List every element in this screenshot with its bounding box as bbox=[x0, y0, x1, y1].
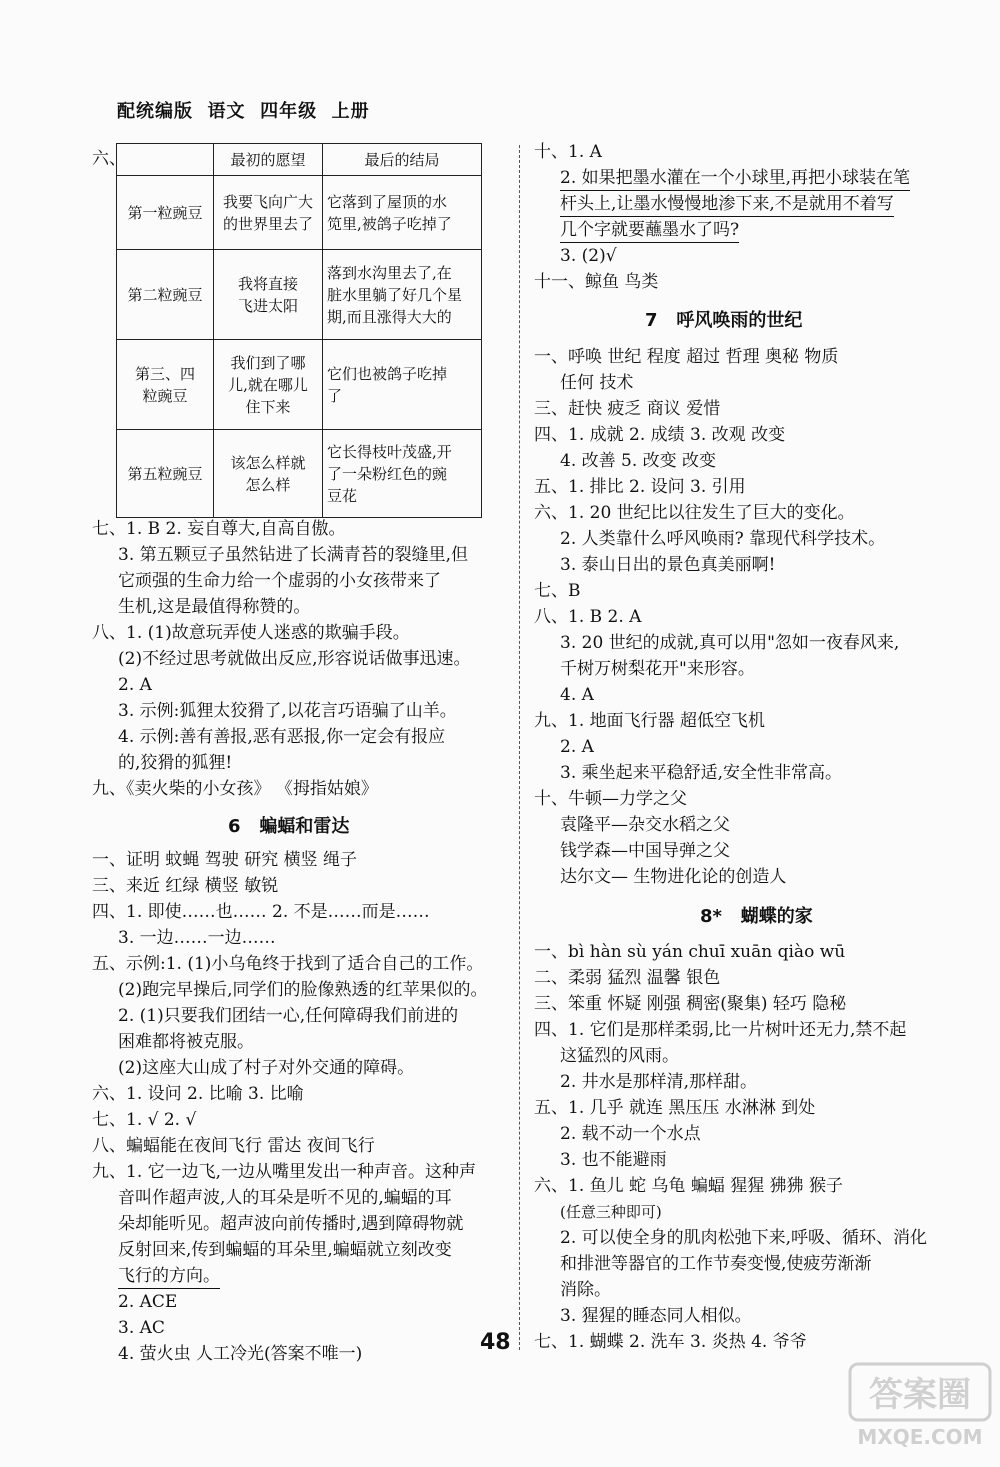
answer-line: (2)这座大山成了村子对外交通的障碍。 bbox=[118, 1058, 415, 1078]
answer-line: 三、笨重 怀疑 刚强 稠密(聚集) 轻巧 隐秘 bbox=[534, 994, 847, 1014]
answer-line: 九、《卖火柴的小女孩》 《拇指姑娘》 bbox=[92, 779, 378, 799]
answer-line: (任意三种即可) bbox=[560, 1203, 662, 1221]
answer-line: 四、1. 成就 2. 成绩 3. 改观 改变 bbox=[534, 425, 786, 445]
answer-line: (2)不经过思考就做出反应,形容说话做事迅速。 bbox=[118, 649, 471, 669]
answer-line: 2. ACE bbox=[118, 1292, 178, 1312]
answer-line: 和排泄等器官的工作节奏变慢,使疲劳渐渐 bbox=[560, 1254, 872, 1274]
answer-line: 3. 第五颗豆子虽然钻进了长满青苔的裂缝里,但 bbox=[118, 545, 469, 565]
answer-line: 4. 改善 5. 改变 改变 bbox=[560, 451, 717, 471]
answer-line: 十、1. A bbox=[534, 142, 602, 162]
answer-line: 四、1. 即使……也…… 2. 不是……而是…… bbox=[92, 902, 430, 922]
answer-line: 的,狡猾的狐狸! bbox=[118, 753, 233, 773]
row-name: 第二粒豌豆 bbox=[117, 250, 214, 340]
answer-line: 2. 井水是那样清,那样甜。 bbox=[560, 1072, 758, 1092]
row-name: 第五粒豌豆 bbox=[117, 430, 214, 518]
answer-line: 3. AC bbox=[118, 1318, 165, 1338]
table-corner bbox=[117, 144, 214, 176]
answer-line: 八、1. B 2. A bbox=[534, 607, 642, 627]
table-header-end: 最后的结局 bbox=[323, 144, 482, 176]
answer-line: 4. A bbox=[560, 685, 594, 705]
answer-line: 六、1. 设问 2. 比喻 3. 比喻 bbox=[92, 1084, 304, 1104]
answer-line: 音叫作超声波,人的耳朵是听不见的,蝙蝠的耳 bbox=[118, 1188, 452, 1208]
answer-line: 消除。 bbox=[560, 1280, 611, 1300]
answer-line: 4. 示例:善有善报,恶有恶报,你一定会有报应 bbox=[118, 727, 446, 747]
answer-line: 七、1. √ 2. √ bbox=[92, 1110, 197, 1130]
lesson-8-title: 8* 蝴蝶的家 bbox=[700, 906, 813, 927]
answer-line: 六、1. 20 世纪比以往发生了巨大的变化。 bbox=[534, 503, 855, 523]
table-header-wish: 最初的愿望 bbox=[214, 144, 323, 176]
answer-line: 杆头上,让墨水慢慢地渗下来,不是就用不着写 bbox=[560, 192, 894, 217]
answer-line: 十一、鲸鱼 鸟类 bbox=[534, 272, 659, 292]
answer-line: 3. 也不能避雨 bbox=[560, 1150, 667, 1170]
answer-line: 3. 泰山日出的景色真美丽啊! bbox=[560, 555, 776, 575]
table-row: 第三、四 粒豌豆 我们到了哪 儿,就在哪儿 住下来 它们也被鸽子吃掉 了 bbox=[117, 340, 482, 430]
answer-line: 2. A bbox=[560, 737, 594, 757]
answer-line: 五、1. 排比 2. 设问 3. 引用 bbox=[534, 477, 746, 497]
pea-table bbox=[116, 143, 482, 518]
table-row: 第五粒豌豆 该怎么样就 怎么样 它长得枝叶茂盛,开 了一朵粉红色的豌 豆花 bbox=[117, 430, 482, 518]
column-divider bbox=[519, 145, 520, 1350]
answer-line: 六、1. 鱼儿 蛇 乌龟 蝙蝠 猩猩 狒狒 猴子 bbox=[534, 1176, 844, 1196]
table-row: 第二粒豌豆 我将直接 飞进太阳 落到水沟里去了,在 脏水里躺了好几个星 期,而且涨得大大的 bbox=[117, 250, 482, 340]
question-six-label: 六、 bbox=[92, 149, 126, 169]
answer-line: 达尔文— 生物进化论的创造人 bbox=[560, 867, 787, 887]
answer-line: 五、1. 几乎 就连 黑压压 水淋淋 到处 bbox=[534, 1098, 816, 1118]
answer-line: 十、牛顿—力学之父 bbox=[534, 789, 687, 809]
answer-line: 反射回来,传到蝙蝠的耳朵里,蝙蝠就立刻改变 bbox=[118, 1240, 452, 1260]
answer-line: 2. 可以使全身的肌肉松弛下来,呼吸、循环、消化 bbox=[560, 1228, 928, 1248]
answer-line: 2. 如果把墨水灌在一个小球里,再把小球装在笔 bbox=[560, 166, 910, 191]
answer-line: 3. 猩猩的睡态同人相似。 bbox=[560, 1306, 752, 1326]
answer-line: 三、来近 红绿 横竖 敏锐 bbox=[92, 876, 279, 896]
watermark-logo bbox=[846, 1356, 994, 1454]
row-name: 第一粒豌豆 bbox=[117, 176, 214, 250]
lesson-7-title: 7 呼风唤雨的世纪 bbox=[645, 310, 803, 331]
answer-line: 二、柔弱 猛烈 温馨 银色 bbox=[534, 968, 721, 988]
answer-line: 一、证明 蚊蝇 驾驶 研究 横竖 绳子 bbox=[92, 850, 358, 870]
answer-line: 钱学森—中国导弹之父 bbox=[560, 841, 730, 861]
answer-line: 困难都将被克服。 bbox=[118, 1032, 254, 1052]
answer-line: 4. 萤火虫 人工冷光(答案不唯一) bbox=[118, 1344, 363, 1364]
page-header: 配统编版 语文 四年级 上册 bbox=[117, 101, 370, 122]
answer-line: 七、B bbox=[534, 581, 581, 601]
answer-line: 2. 载不动一个水点 bbox=[560, 1124, 701, 1144]
answer-line: 2. 人类靠什么呼风唤雨? 靠现代科学技术。 bbox=[560, 529, 886, 549]
answer-line: 3. 示例:狐狸太狡猾了,以花言巧语骗了山羊。 bbox=[118, 701, 457, 721]
answer-line: 3. 乘坐起来平稳舒适,安全性非常高。 bbox=[560, 763, 843, 783]
answer-line: 四、1. 它们是那样柔弱,比一片树叶还无力,禁不起 bbox=[534, 1020, 907, 1040]
answer-line: 生机,这是最值得称赞的。 bbox=[118, 597, 311, 617]
answer-line: 几个字就要蘸墨水了吗? bbox=[560, 218, 739, 243]
answer-line: 3. (2)√ bbox=[560, 246, 617, 266]
answer-line: 这猛烈的风雨。 bbox=[560, 1046, 679, 1066]
answer-line: 一、bì hàn sù yán chuī xuān qiào wū bbox=[534, 942, 846, 962]
answer-line: 千树万树梨花开"来形容。 bbox=[560, 659, 755, 679]
answer-line: 一、呼唤 世纪 程度 超过 哲理 奥秘 物质 bbox=[534, 347, 839, 367]
answer-line: 3. 20 世纪的成就,真可以用"忽如一夜春风来, bbox=[560, 633, 900, 653]
answer-line: 3. 一边……一边…… bbox=[118, 928, 276, 948]
answer-line: (2)跑完早操后,同学们的脸像熟透的红苹果似的。 bbox=[118, 980, 488, 1000]
answer-line: 飞行的方向。 bbox=[118, 1264, 220, 1289]
answer-line: 七、1. 蝴蝶 2. 洗车 3. 炎热 4. 爷爷 bbox=[534, 1332, 807, 1352]
answer-line: 八、1. (1)故意玩弄使人迷惑的欺骗手段。 bbox=[92, 623, 410, 643]
watermark-text: 答案圈 bbox=[869, 1375, 971, 1415]
answer-line: 三、赶快 疲乏 商议 爱惜 bbox=[534, 399, 721, 419]
answer-line: 七、1. B 2. 妄自尊大,自高自傲。 bbox=[92, 519, 346, 539]
answer-line: 2. (1)只要我们团结一心,任何障碍我们前进的 bbox=[118, 1006, 459, 1026]
answer-line: 九、1. 地面飞行器 超低空飞机 bbox=[534, 711, 766, 731]
answer-line: 它顽强的生命力给一个虚弱的小女孩带来了 bbox=[118, 571, 441, 591]
watermark-url: MXQE.COM bbox=[857, 1425, 983, 1449]
answer-line: 九、1. 它一边飞,一边从嘴里发出一种声音。这种声 bbox=[92, 1162, 477, 1182]
answer-line: 五、示例:1. (1)小乌龟终于找到了适合自己的工作。 bbox=[92, 954, 484, 974]
lesson-6-title: 6 蝙蝠和雷达 bbox=[228, 816, 350, 837]
table-row: 第一粒豌豆 我要飞向广大 的世界里去了 它落到了屋顶的水 笕里,被鸽子吃掉了 bbox=[117, 176, 482, 250]
answer-line: 朵却能听见。超声波向前传播时,遇到障碍物就 bbox=[118, 1214, 464, 1234]
page-number: 48 bbox=[480, 1330, 511, 1355]
answer-line: 八、蝙蝠能在夜间飞行 雷达 夜间飞行 bbox=[92, 1136, 375, 1156]
answer-line: 2. A bbox=[118, 675, 152, 695]
answer-line: 任何 技术 bbox=[560, 373, 634, 393]
answer-line: 袁隆平—杂交水稻之父 bbox=[560, 815, 730, 835]
